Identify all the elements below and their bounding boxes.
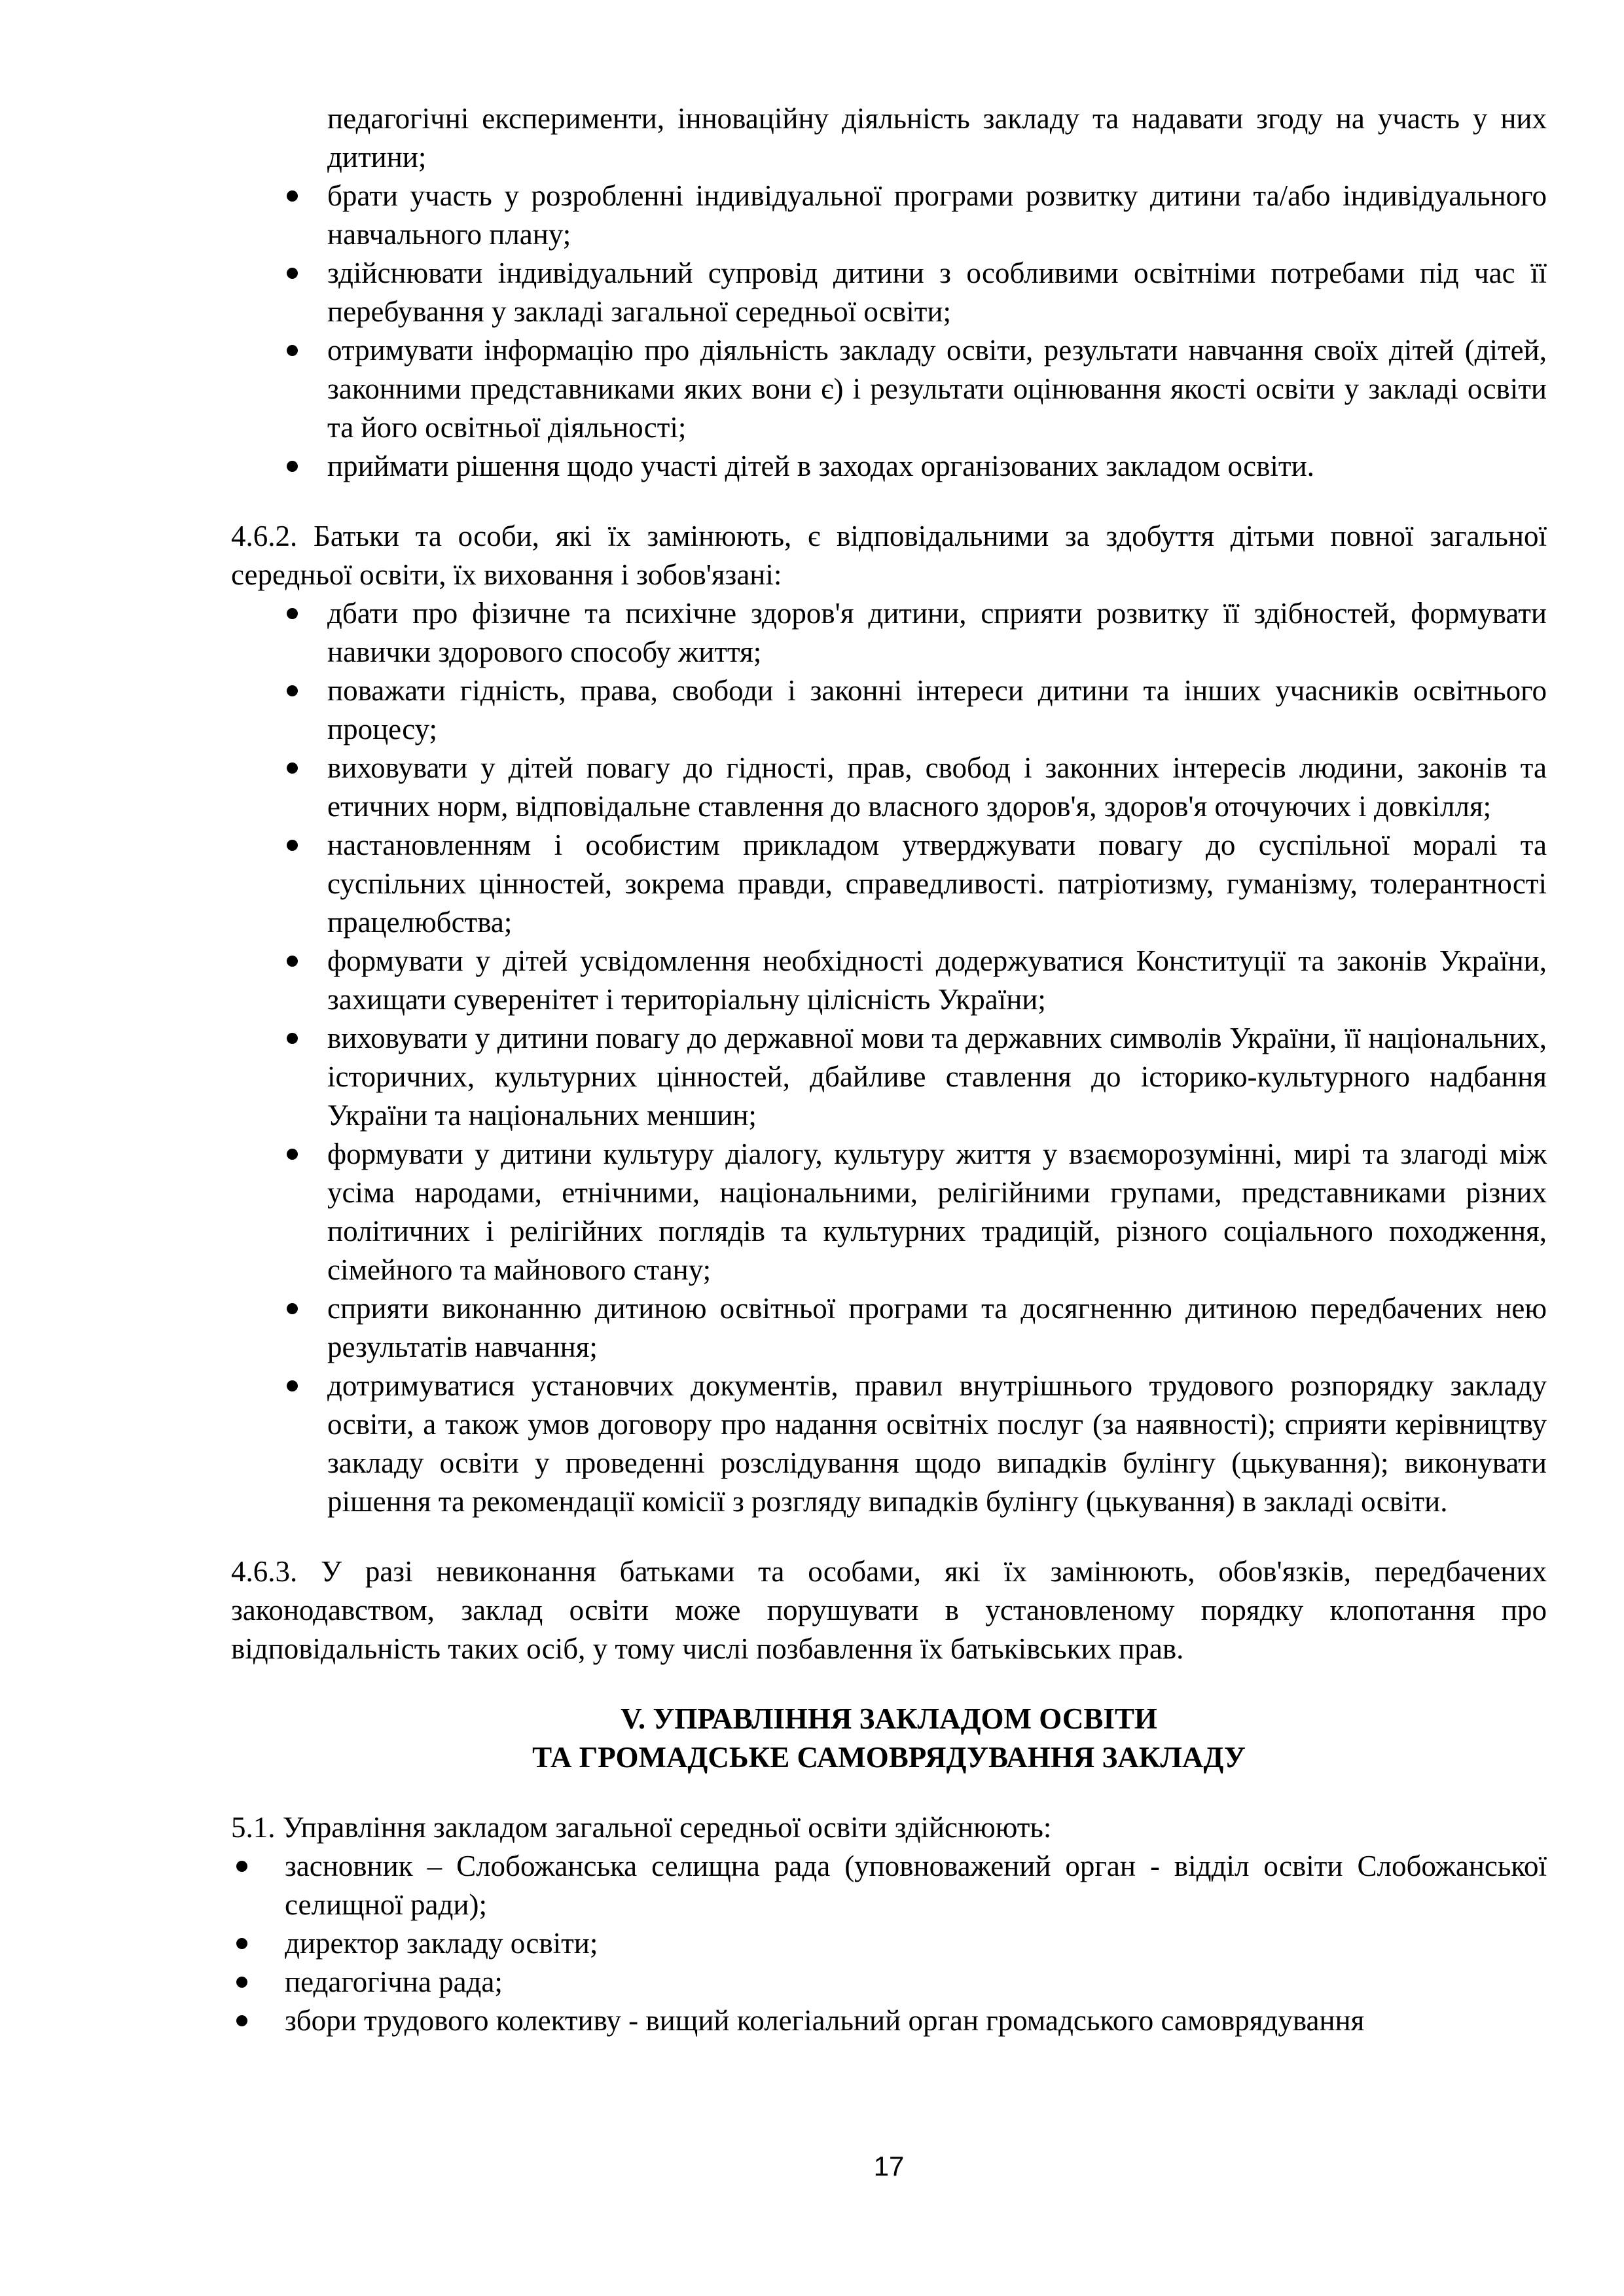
list-item: формувати у дітей усвідомлення необхідності додержуватися Конституції та законів України, захищати суверенітет і територіальну цілісність України; [231,942,1547,1019]
list-item: дотримуватися установчих документів, правил внутрішнього трудового розпорядку закладу освіти, а також умов договору про надання освітніх послуг (за наявності); сприяти керівництву закладу освіти у проведенні розслідування щодо випадків булінгу (цькування); виконувати рішення та рекомендації комісії з розгляду випадків булінгу (цькування) в закладі освіти. [231,1367,1547,1521]
list-item: настановленням і особистим прикладом утверджувати повагу до суспільної моралі та суспільних цінностей, зокрема правди, справедливості. патріотизму, гуманізму, толерантності працелюбства; [231,826,1547,942]
section-v-heading [231,1700,1547,1777]
parent-duties-list [231,594,1547,1521]
list-item: сприяти виконанню дитиною освітньої програми та досягненню дитиною передбачених нею результатів навчання; [231,1289,1547,1367]
list-item: педагогічні експерименти, інноваційну діяльність закладу та надавати згоду на участь у них дитини; [327,102,1547,173]
list-item: формувати у дитини культуру діалогу, культуру життя у взаєморозумінні, мирі та злагоді між усіма народами, етнічними, національними, релігійними групами, представниками різних політичних і релігійних поглядів та культурних традицій, різного соціального походження, сімейного та майнового стану; [231,1135,1547,1289]
document-content [231,99,1547,2040]
list-item: брати участь у розробленні індивідуальної програми розвитку дитини та/або індивідуального навчального плану; [231,177,1547,254]
list-item: отримувати інформацію про діяльність закладу освіти, результати навчання своїх дітей (дітей, законними представниками яких вони є) і результати оцінювання якості освіти у закладі освіти та його освітньої діяльності; [231,331,1547,447]
management-bodies-list [231,1847,1547,2040]
page-number: 17 [873,2151,905,2181]
section-v-heading-line-2: ТА ГРОМАДСЬКЕ САМОВРЯДУВАННЯ ЗАКЛАДУ [532,1741,1246,1774]
list-item: приймати рішення щодо участі дітей в заходах організованих закладом освіти. [231,447,1547,486]
section-v-heading-line-1: V. УПРАВЛІННЯ ЗАКЛАДОМ ОСВІТИ [621,1702,1157,1735]
paragraph-4-6-2: 4.6.2. Батьки та особи, які їх замінюють, є відповідальними за здобуття дітьми повної загальної середньої освіти, їх виховання і зобов'язані: [231,520,1547,591]
list-item: директор закладу освіти; [231,1924,1547,1963]
list-item: поважати гідність, права, свободи і законні інтереси дитини та інших учасників освітнього процесу; [231,672,1547,749]
list-item: дбати про фізичне та психічне здоров'я дитини, сприяти розвитку її здібностей, формувати навички здорового способу життя; [231,594,1547,672]
paragraph-4-6-3: 4.6.3. У разі невиконання батьками та особами, які їх замінюють, обов'язків, передбачених законодавством, заклад освіти може порушувати в установленому порядку клопотання про відповідальність таких осіб, у тому числі позбавлення їх батьківських прав. [231,1555,1547,1665]
list-item: збори трудового колективу - вищий колегіальний орган громадського самоврядування [231,2001,1547,2040]
list-item: виховувати у дитини повагу до державної мови та державних символів України, її національних, історичних, культурних цінностей, дбайливе ставлення до історико-культурного надбання України та національних меншин; [231,1019,1547,1135]
list-item: педагогічна рада; [231,1963,1547,2001]
list-item: засновник – Слобожанська селищна рада (уповноважений орган - відділ освіти Слобожанської селищної ради); [231,1847,1547,1924]
list-item: здійснювати індивідуальний супровід дитини з особливими освітніми потребами під час її перебування у закладі загальної середньої освіти; [231,254,1547,331]
parent-rights-list [231,99,1547,486]
list-item: виховувати у дітей повагу до гідності, прав, свобод і законних інтересів людини, законів та етичних норм, відповідальне ставлення до власного здоров'я, здоров'я оточуючих і довкілля; [231,749,1547,826]
paragraph-5-1: 5.1. Управління закладом загальної середньої освіти здійснюють: [231,1811,1052,1844]
